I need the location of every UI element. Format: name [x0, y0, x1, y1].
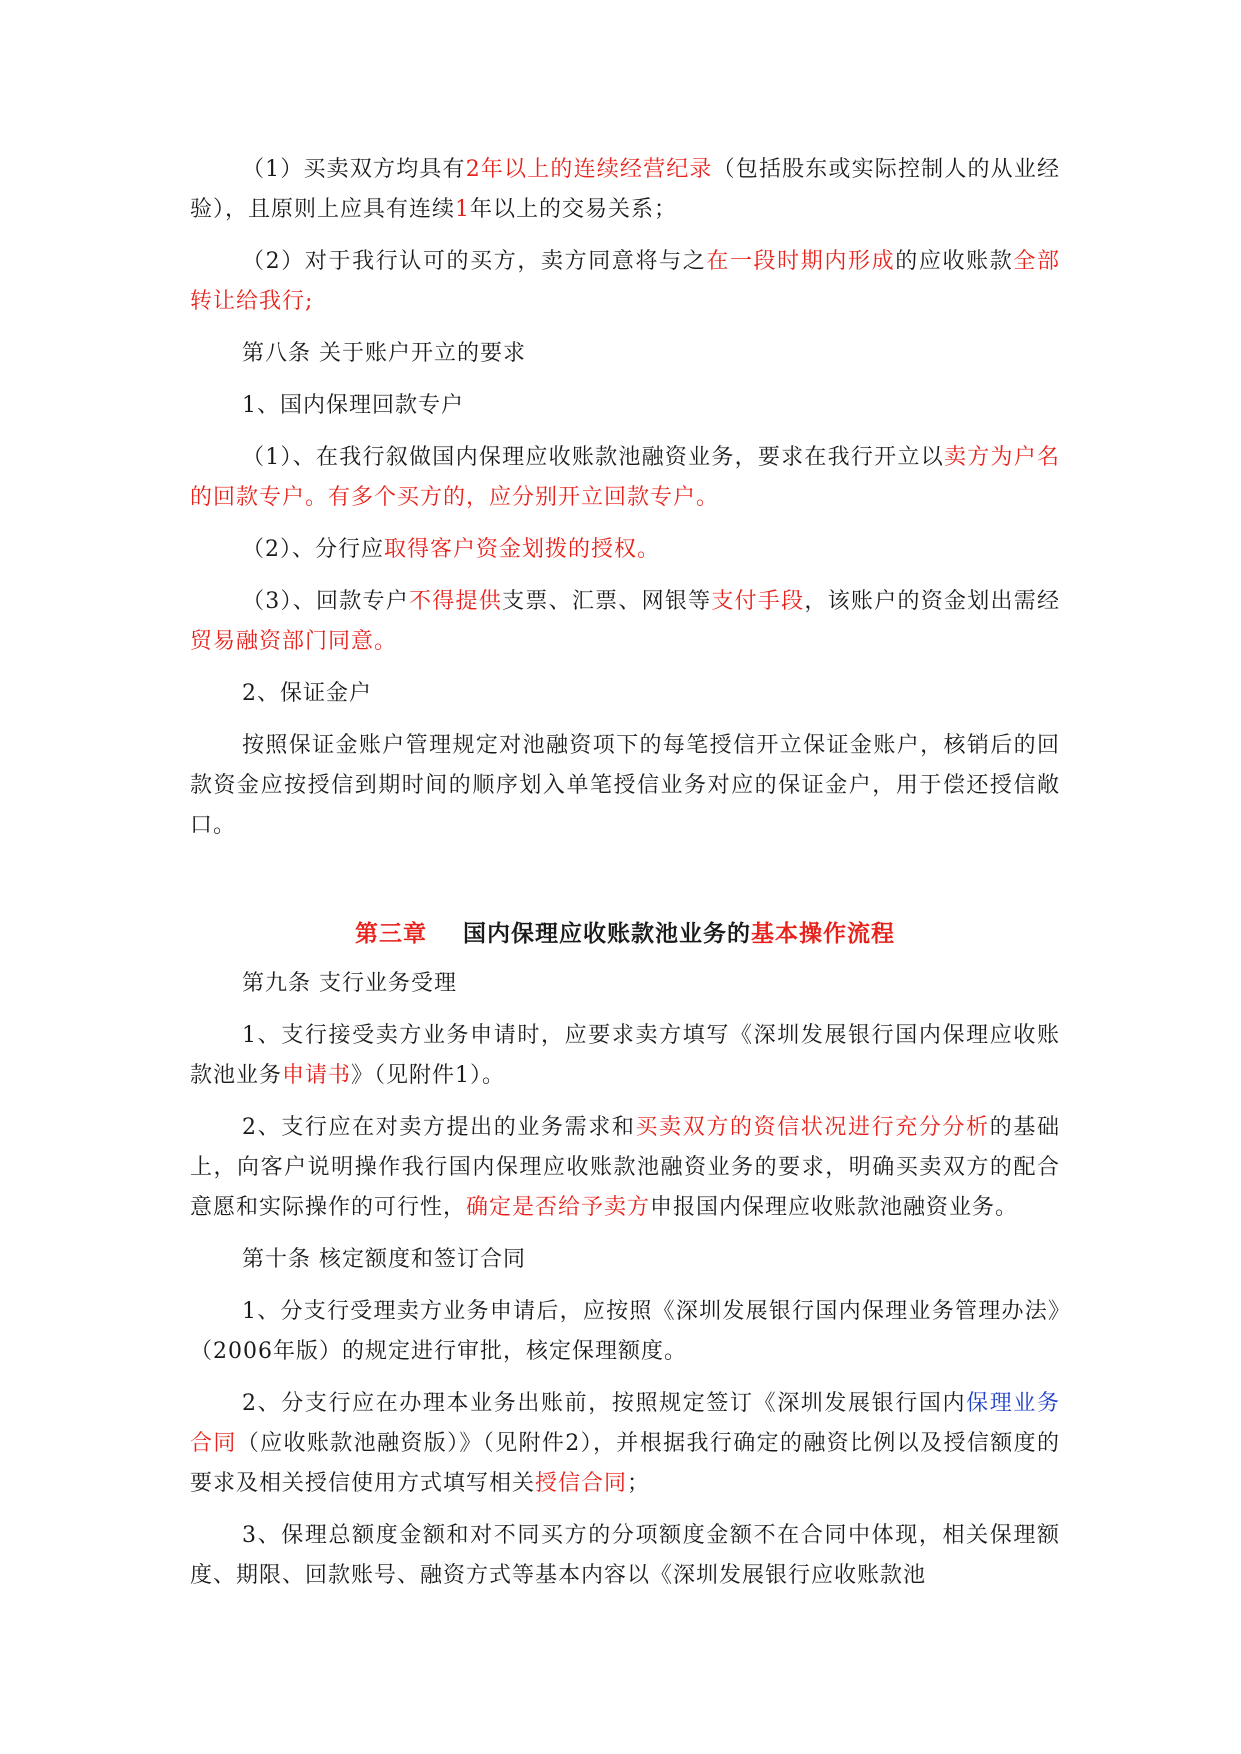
highlight-text-blue: 保理业务	[966, 1391, 1060, 1416]
text-run: ；	[627, 1471, 651, 1496]
text-run: 第九条 支行业务受理	[242, 971, 457, 996]
highlight-text: 贸易融资部门同意。	[190, 629, 398, 654]
paragraph-margin-account	[190, 726, 1060, 846]
highlight-text: 取得客户资金划拨的授权。	[384, 537, 661, 562]
subsection-title	[190, 386, 1060, 426]
text-run: 3、保理总额度金额和对不同买方的分项额度金额不在合同中体现，相关保理额度、期限、回款账号、融资方式等基本内容以《深圳发展银行应收账款池	[190, 1523, 1060, 1588]
article-8-title	[190, 334, 1060, 374]
paragraph-account-2	[190, 530, 1060, 570]
highlight-text: 申请书	[282, 1063, 352, 1088]
text-run: 支票、汇票、网银等	[502, 589, 712, 614]
text-run: 按照保证金账户管理规定对池融资项下的每笔授信开立保证金账户，核销后的回款资金应按授信到期时间的顺序划入单笔授信业务对应的保证金户，用于偿还授信敞口。	[190, 733, 1060, 838]
paragraph-acceptance-1	[190, 1016, 1060, 1096]
highlight-text: 支付手段	[711, 589, 805, 614]
paragraph-limit-2	[190, 1384, 1060, 1504]
highlight-text: 买卖双方的资信状况进行充分分析	[635, 1115, 990, 1140]
chapter-title-highlight: 基本操作流程	[751, 920, 895, 947]
highlight-text: 授信合同	[535, 1471, 628, 1496]
highlight-text: 2年以上的连续经营纪录	[465, 157, 713, 182]
highlight-text: 合同	[190, 1431, 237, 1456]
text-run: （3）、回款专户	[242, 589, 410, 614]
subsection-title	[190, 674, 1060, 714]
text-run: （1）买卖双方均具有	[242, 157, 466, 182]
text-run: 申报国内保理应收账款池融资业务。	[650, 1195, 1019, 1220]
text-run: 1、支行接受卖方业务申请时，应要求卖方填写《深圳发展银行国内保理应收账款池业务	[190, 1023, 1060, 1088]
text-run: 的应收账款	[895, 249, 1014, 274]
highlight-text: 全部转让给我行;	[190, 249, 1060, 314]
text-run: （包括股东或实际控制人的从业经验），且原则上应具有连续	[190, 157, 1061, 222]
highlight-text: 确定是否给予卖方	[466, 1195, 651, 1220]
chapter-number: 第三章	[355, 920, 427, 947]
text-run: （2）、分行应	[242, 537, 384, 562]
highlight-text: 1	[455, 197, 471, 222]
text-run: 》（见附件1）。	[351, 1063, 506, 1088]
paragraph-clause-1	[190, 150, 1060, 230]
text-run: 1、分支行受理卖方业务申请后，应按照《深圳发展银行国内保理业务管理办法》（2006年版）的规定进行审批，核定保理额度。	[190, 1299, 1060, 1364]
text-run: 第十条 核定额度和签订合同	[242, 1247, 526, 1272]
paragraph-clause-2	[190, 242, 1060, 322]
text-run: 的基础上，向客户说明操作我行国内保理应收账款池融资业务的要求，明确买卖双方的配合意愿和实际操作的可行性，	[190, 1115, 1060, 1220]
paragraph-account-3	[190, 582, 1060, 662]
text-run: （应收账款池融资版）》（见附件2），并根据我行确定的融资比例以及授信额度的要求及相关授信使用方式填写相关	[190, 1431, 1060, 1496]
paragraph-limit-1	[190, 1292, 1060, 1372]
text-run: 2、分支行应在办理本业务出账前，按照规定签订《深圳发展银行国内	[242, 1391, 967, 1416]
document-body	[190, 150, 1060, 1608]
highlight-text: 卖方为户名的回款专户。有多个买方的，应分别开立回款专户。	[190, 445, 1060, 510]
highlight-text: 不得提供	[409, 589, 503, 614]
article-9-title	[190, 964, 1060, 1004]
paragraph-acceptance-2	[190, 1108, 1060, 1228]
text-run: （2）对于我行认可的买方，卖方同意将与之	[242, 249, 707, 274]
text-run: （1）、在我行叙做国内保理应收账款池融资业务，要求在我行开立以	[242, 445, 944, 470]
highlight-text: 在一段时期内形成	[706, 249, 896, 274]
text-run: 2、支行应在对卖方提出的业务需求和	[242, 1115, 636, 1140]
text-run: 2、保证金户	[242, 681, 372, 706]
paragraph-account-1	[190, 438, 1060, 518]
article-10-title	[190, 1240, 1060, 1280]
text-run: ，该账户的资金划出需经	[804, 589, 1060, 614]
chapter-heading	[190, 914, 1060, 954]
paragraph-limit-3	[190, 1516, 1060, 1596]
text-run: 1、国内保理回款专户	[242, 393, 464, 418]
text-run: 第八条 关于账户开立的要求	[242, 341, 526, 366]
chapter-title: 国内保理应收账款池业务的	[463, 920, 751, 947]
text-run: 年以上的交易关系；	[470, 197, 678, 222]
